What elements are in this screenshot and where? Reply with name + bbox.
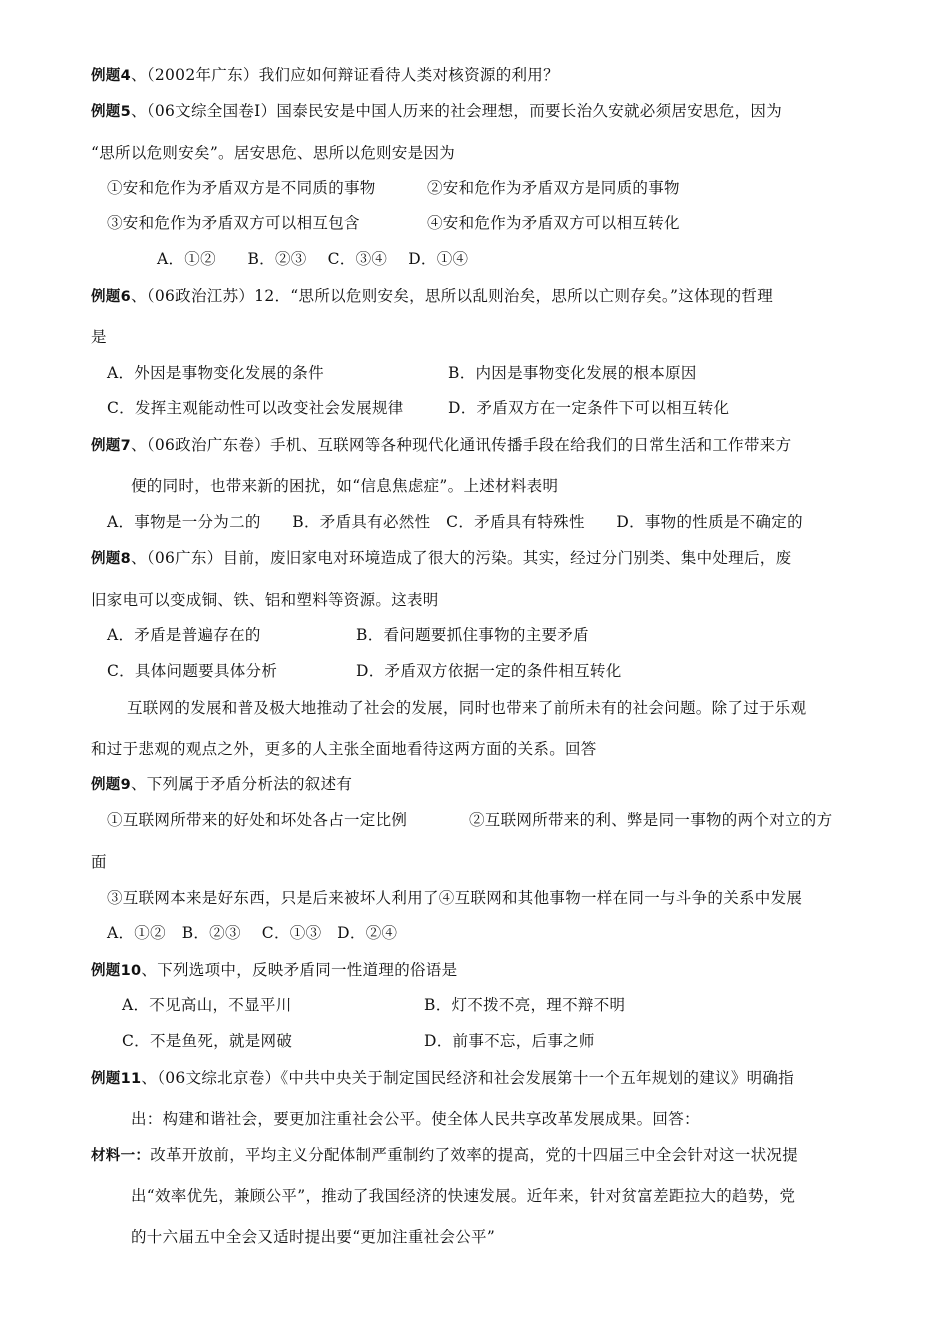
- question-label: 例题11: [91, 1071, 142, 1087]
- choices: A．事物是一分为二的 B．矛盾具有必然性 C．矛盾具有特殊性 D．事物的性质是不确定的: [107, 513, 803, 531]
- question-text-cont: 便的同时，也带来新的困扰，如“信息焦虑症”。上述材料表明: [131, 477, 559, 495]
- question-label: 例题4: [91, 68, 131, 84]
- question-label: 例题7: [91, 438, 131, 454]
- question-label: 例题9: [91, 777, 131, 793]
- question-text: 、（06文综全国卷Ⅰ）国泰民安是中国人历来的社会理想，而要长治久安就必须居安思危，因为: [131, 102, 782, 120]
- question-label: 例题8: [91, 551, 131, 567]
- question-label: 例题5: [91, 104, 131, 120]
- question-text: 、（06政治广东卷）手机、互联网等各种现代化通讯传播手段在给我们的日常生活和工作带来方: [131, 436, 792, 454]
- question-text-cont: 旧家电可以变成铜、铁、铝和塑料等资源。这表明: [91, 591, 439, 609]
- question-5: [91, 101, 782, 122]
- question-7: [91, 435, 791, 456]
- question-6: [91, 286, 773, 307]
- question-4: [91, 65, 559, 86]
- option: ①安和危作为矛盾双方是不同质的事物: [107, 179, 376, 197]
- material-text: 改革开放前，平均主义分配体制严重制约了效率的提高，党的十四届三中全会针对这一状况提: [150, 1146, 799, 1164]
- question-text: 、（06政治江苏）12．“思所以危则安矣，思所以乱则治矣，思所以亡则存矣。”这体现的哲理: [131, 287, 773, 305]
- option: ④安和危作为矛盾双方可以相互转化: [427, 214, 680, 232]
- option-c: C．发挥主观能动性可以改变社会发展规律: [107, 399, 404, 417]
- option-a: A．外因是事物变化发展的条件: [107, 364, 324, 382]
- material-text: 的十六届五中全会又适时提出要“更加注重社会公平”: [131, 1228, 496, 1246]
- option-d: D．前事不忘，后事之师: [424, 1032, 595, 1050]
- option-b: B．内因是事物变化发展的根本原因: [448, 364, 697, 382]
- material-text: 出“效率优先，兼顾公平”，推动了我国经济的快速发展。近年来，针对贫富差距拉大的趋势，党: [131, 1187, 796, 1205]
- option-cont: 面: [91, 853, 107, 871]
- question-label: 例题10: [91, 963, 142, 979]
- question-9: [91, 774, 352, 795]
- option: ①互联网所带来的好处和坏处各占一定比例: [107, 811, 408, 829]
- question-text: 、（2002年广东）我们应如何辩证看待人类对核资源的利用？: [131, 66, 559, 84]
- option-d: D．矛盾双方在一定条件下可以相互转化: [448, 399, 730, 417]
- choices: A．①② B．②③ C．①③ D．②④: [107, 924, 398, 942]
- question-10: [91, 960, 457, 981]
- option-b: B．灯不拨不亮，理不辩不明: [424, 996, 626, 1014]
- option: ③互联网本来是好东西，只是后来被坏人利用了④互联网和其他事物一样在同一与斗争的关系中发展: [107, 889, 803, 907]
- option: ②互联网所带来的利、弊是同一事物的两个对立的方: [469, 811, 833, 829]
- question-text: 、（06广东）目前，废旧家电对环境造成了很大的污染。其实，经过分门别类、集中处理后，废: [131, 549, 792, 567]
- passage-text: 互联网的发展和普及极大地推动了社会的发展，同时也带来了前所未有的社会问题。除了过于乐观: [127, 699, 807, 717]
- question-text-cont: 是: [91, 328, 107, 346]
- choices: A．①② B．②③ C．③④ D．①④: [157, 250, 469, 268]
- option-c: C．不是鱼死，就是网破: [122, 1032, 293, 1050]
- question-text: 、下列选项中，反映矛盾同一性道理的俗语是: [141, 961, 458, 979]
- question-label: 例题6: [91, 289, 131, 305]
- option: ③安和危作为矛盾双方可以相互包含: [107, 214, 360, 232]
- option-a: A．不见高山，不显平川: [122, 996, 292, 1014]
- question-text-cont: “思所以危则安矣”。居安思危、思所以危则安是因为: [91, 144, 456, 162]
- material-1: [91, 1145, 798, 1166]
- question-text-cont: 出：构建和谐社会，要更加注重社会公平。使全体人民共享改革发展成果。回答：: [131, 1110, 700, 1128]
- question-text: 、（06文综北京卷）《中共中央关于制定国民经济和社会发展第十一个五年规划的建议》明确指: [141, 1069, 795, 1087]
- material-label: 材料一：: [91, 1148, 151, 1164]
- option-d: D．矛盾双方依据一定的条件相互转化: [356, 662, 622, 680]
- option-b: B．看问题要抓住事物的主要矛盾: [356, 626, 589, 644]
- option-a: A．矛盾是普遍存在的: [107, 626, 261, 644]
- passage-text: 和过于悲观的观点之外，更多的人主张全面地看待这两方面的关系。回答: [91, 740, 597, 758]
- option: ②安和危作为矛盾双方是同质的事物: [427, 179, 680, 197]
- option-c: C．具体问题要具体分析: [107, 662, 278, 680]
- question-11: [91, 1068, 794, 1089]
- question-8: [91, 548, 791, 569]
- question-text: 、下列属于矛盾分析法的叙述有: [131, 775, 353, 793]
